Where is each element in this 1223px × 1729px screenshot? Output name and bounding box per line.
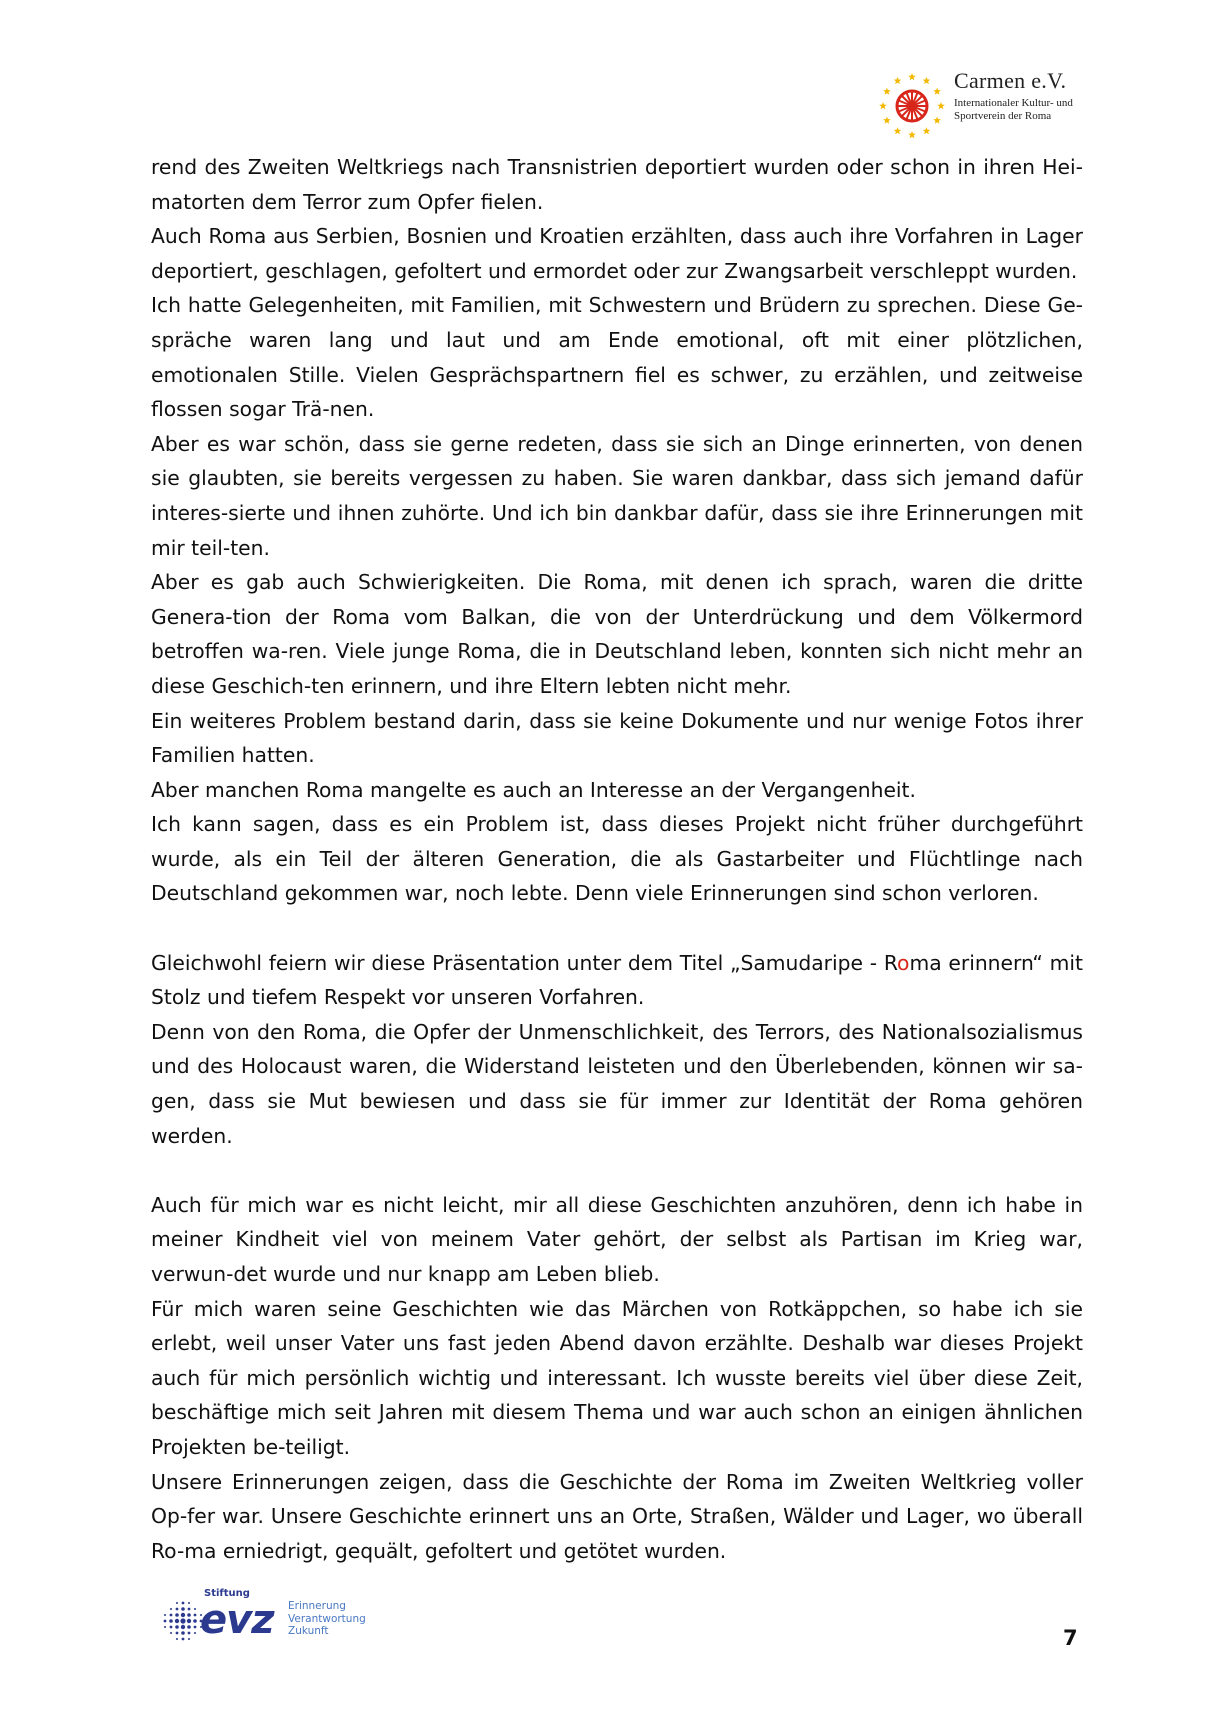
paragraph: Unsere Erinnerungen zeigen, dass die Geschichte der Roma im Zweiten Weltkrieg voller Op-fer war. Unsere Geschichte erinnert uns an Orte, Straßen, Wälder und Lager, wo überall Ro-ma erniedrigt, gequält, gefoltert und getötet wurden. [151, 1469, 1083, 1563]
paragraph: Auch für mich war es nicht leicht, mir all diese Geschichten anzuhören, denn ich habe in meiner Kindheit viel von meinem Vater gehört, der selbst als Partisan im Krieg war, verwun-det wurde und nur knapp am Leben blieb. [151, 1192, 1083, 1286]
page-number: 7 [1063, 1626, 1078, 1650]
evz-wordmark: evz [200, 1597, 274, 1643]
paragraph: Auch Roma aus Serbien, Bosnien und Kroatien erzählten, dass auch ihre Vorfahren in Lager deportiert, geschlagen, gefoltert und ermordet oder zur Zwangsarbeit verschleppt wurden. [151, 224, 1083, 283]
paragraph-celebration: Gleichwohl feiern wir diese Präsentation unter dem Titel „Samudaripe - Roma erinnern“ mit Stolz und tiefem Respekt vor unseren Vorfahren. [151, 950, 1083, 1010]
evz-tagline: Erinnerung Verantwortung Zukunft [288, 1600, 366, 1637]
paragraph: Für mich waren seine Geschichten wie das Märchen von Rotkäppchen, so habe ich sie erlebt, weil unser Vater uns fast jeden Abend davon erzählte. Deshalb war dieses Projekt auch für mich persönlich wichtig und interessant. Ich wusste bereits viel über diese Zeit, beschäftige mich seit Jahren mit diesem Thema und war auch schon an einigen ähnlichen Projekten be-teiligt. [151, 1296, 1083, 1459]
paragraph: Ich kann sagen, dass es ein Problem ist, dass dieses Projekt nicht früher durchgeführt wurde, als ein Teil der älteren Generation, die als Gastarbeiter und Flüchtlinge nach Deutschland gekommen war, noch lebte. Denn viele Erinnerungen sind schon verloren. [151, 812, 1083, 906]
accent-letter: o [897, 950, 910, 975]
paragraph: Denn von den Roma, die Opfer der Unmenschlichkeit, des Terrors, des Nationalsozialismus und des Holocaust waren, die Widerstand leisteten und den Überlebenden, können wir sa-gen, dass sie Mut bewiesen und dass sie für immer zur Identität der Roma gehören werden. [151, 1019, 1083, 1148]
carmen-logo [878, 68, 1118, 140]
paragraph: rend des Zweiten Weltkriegs nach Transnistrien deportiert wurden oder schon in ihren Hei-matorten dem Terror zum Opfer fielen. [151, 155, 1083, 214]
paragraph: Aber es gab auch Schwierigkeiten. Die Roma, mit denen ich sprach, waren die dritte Genera-tion der Roma vom Balkan, die von der Unterdrückung und dem Völkermord betroffen wa-ren. Viele junge Roma, die in Deutschland leben, konnten sich nicht mehr an diese Geschich-ten erinnern, und ihre Eltern lebten nicht mehr. [151, 570, 1083, 698]
evz-stiftung: Stiftung [204, 1588, 250, 1599]
evz-logo [160, 1588, 370, 1652]
paragraph: Ein weiteres Problem bestand darin, dass sie keine Dokumente und nur wenige Fotos ihrer Familien hatten. [151, 708, 1083, 768]
paragraph: Aber es war schön, dass sie gerne redeten, dass sie sich an Dinge erinnerten, von denen sie glaubten, sie bereits vergessen zu haben. Sie waren dankbar, dass sich jemand dafür interes-sierte und ihnen zuhörte. Und ich bin dankbar dafür, dass sie ihre Erinnerungen mit mir teil-ten. [151, 431, 1083, 560]
roma-wheel-icon [878, 72, 946, 140]
paragraph: Ich hatte Gelegenheiten, mit Familien, mit Schwestern und Brüdern zu sprechen. Diese Ge-spräche waren lang und laut und am Ende emotional, oft mit einer plötzlichen, emotionalen Stille. Vielen Gesprächspartnern fiel es schwer, zu erzählen, und zeitweise flossen sogar Trä-nen. [151, 293, 1083, 422]
paragraph: Aber manchen Roma mangelte es auch an Interesse an der Vergangenheit. [151, 777, 916, 802]
brand-name: Carmen e.V. [954, 68, 1067, 93]
brand-subtitle: Internationaler Kultur- und Sportverein der Roma [954, 97, 1073, 122]
document-body [151, 150, 1083, 1568]
